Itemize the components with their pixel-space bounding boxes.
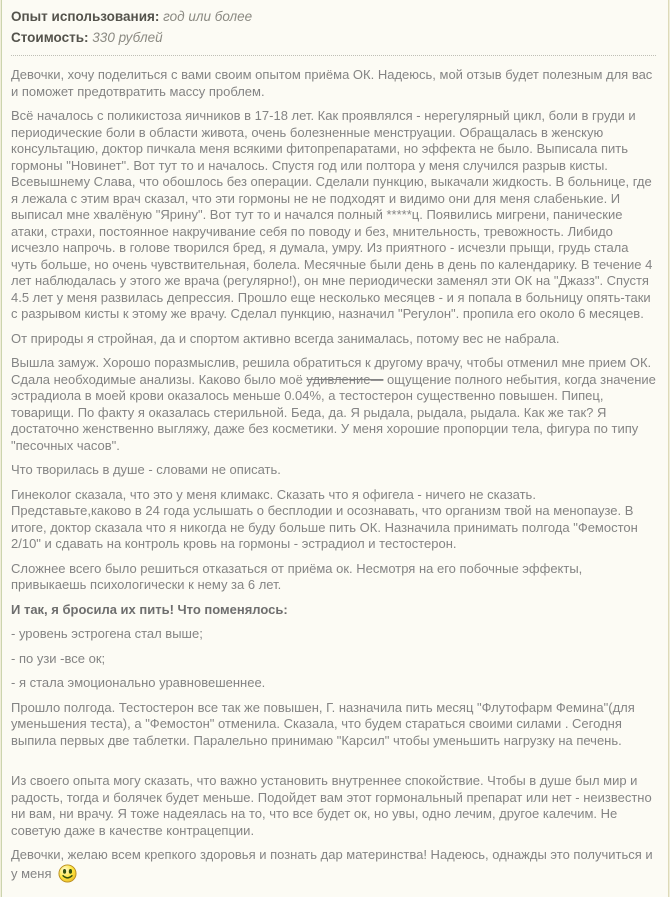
review-paragraph xyxy=(11,561,656,594)
review-paragraph xyxy=(11,602,656,619)
paragraph-text: Всё началось с поликистоза яичников в 17-18 лет. Как проявлялся - нерегулярный цикл, боли в груди и периодические боли в области живота, очень болезненные менструации. Обращалась в женскую консультацию, доктор пичкала меня всякими фитопрепаратами, но эффекта не было. Выписала пить гормоны "Новинет". Вот тут то и началось. Спустя год или полтора у меня случился разрыв кисты. Всевышнему Слава, что обошлось без операции. Сделали пункцию, выкачали жидкость. В больнице, где я лежала с этим врач сказал, что эти гормоны не не подходят и видимо они для меня слабенькие. И выписал мне хвалёную "Ярину". Вот тут то и начался полный *****ц. Появились мигрени, панические атаки, страхи, постоянное накручивание себя по поводу и без, мнительность, тревожность. Либидо исчезло напрочь. в голове творился бред, я думала, умру. Из приятного - исчезли прыщи, грудь стала чуть больше, но очень чувствительная, болела. Месячные были день в день по календарику. В течение 4 лет наблюдалась у этого же врача (регулярно!), он мне периодически заменял эти ОК на "Джазз". Спустя 4.5 лет у меня развилась депрессия. Прошло еще несколько месяцев - и я попала в больницу опять-таки с разрывом кисты к этому же врачу. Сделал пункцию, назначил "Регулон". пропила его около 6 месяцев. xyxy=(11,108,653,321)
review-paragraph xyxy=(11,675,656,692)
review-paragraph xyxy=(11,331,656,348)
review-paragraph xyxy=(11,487,656,553)
paragraph-text: ощущение полного небытия, когда значение эстрадиола в моей крови оказалось меньше 0.04%, а тестостерон существенно повышен. Пипец, товарищи. По факту я оказалась стерильной. Беда, да. Я рыдала, рыдала, рыдала. Как же так? Я достаточно женственно выгляжу, даже без косметики. У меня хорошие пропорции тела, фигура по типу "песочных часов". xyxy=(11,371,656,453)
cost-value: 330 рублей xyxy=(92,30,163,45)
review-paragraph xyxy=(11,355,656,454)
paragraph-text: Что творилась в душе - словами не описать. xyxy=(11,462,281,477)
experience-value: год или более xyxy=(163,9,253,24)
review-paragraph xyxy=(11,67,656,100)
review-paragraph xyxy=(11,847,656,883)
cost-row xyxy=(11,29,656,46)
strikethrough-text: удивление— xyxy=(306,371,384,387)
dotted-divider xyxy=(11,55,656,56)
paragraph-text: И так, я бросила их пить! Что поменялось: xyxy=(11,601,288,617)
paragraph-text: Сложнее всего было решиться отказаться от приёма ок. Несмотря на его побочные эффекты, привыкаешь психологически к нему за 6 лет. xyxy=(11,560,583,592)
review-paragraph xyxy=(11,108,656,323)
paragraph-text: Гинеколог сказала, что это у меня климакс. Сказать что я офигела - ничего не сказать. Представьте,каково в 24 года услышать о бесплодии и осознавать, что организм твой на менопаузе. В итоге, доктор сказала что я никогда не буду больше пить ОК. Назначила принимать полгода "Фемостон 2/10" и сдавать на контроль кровь на гормоны - эстрадиол и тестостерон. xyxy=(11,486,638,551)
paragraph-text: - по узи -все ок; xyxy=(11,650,106,666)
paragraph-text: Девочки, хочу поделиться с вами своим опытом приёма ОК. Надеюсь, мой отзыв будет полезным для вас и поможет предотвратить массу проблем. xyxy=(11,67,653,99)
review-body xyxy=(11,67,656,883)
review-paragraph xyxy=(11,462,656,479)
review-paragraph xyxy=(11,700,656,750)
cost-label: Стоимость: xyxy=(11,30,89,45)
review-panel xyxy=(1,0,669,897)
paragraph-text: - я стала эмоционально уравновешеннее. xyxy=(11,675,266,690)
review-paragraph xyxy=(11,651,656,668)
review-paragraph xyxy=(11,773,656,839)
paragraph-text: Вышла замуж. Хорошо поразмыслив, решила обратиться к другому врачу, чтобы отменил мне прием ОК. Сдала необходимые анализы. Каково было моё xyxy=(11,355,652,387)
experience-row xyxy=(11,8,656,25)
experience-label: Опыт использования: xyxy=(11,9,160,24)
review-paragraph xyxy=(11,626,656,643)
smiley-icon xyxy=(58,864,77,883)
review-meta xyxy=(11,8,656,46)
paragraph-text: - уровень эстрогена стал выше; xyxy=(11,626,203,641)
paragraph-text: Прошло полгода. Тестостерон все так же повышен, Г. назначила пить месяц "Флутофарм Фемина"(для уменьшения теста), а "Фемостон" отменила. Сказала, что будем стараться своими силами . Сегодня выпила первых две таблетки. Паралельно принимаю "Карсил" чтобы уменьшить нагрузку на печень. xyxy=(11,699,635,748)
paragraph-text: Из своего опыта могу сказать, что важно установить внутреннее спокойствие. Чтобы в душе был мир и радость, тогда и болячек будет меньше. Подойдет вам этот гормональный препарат или нет - неизвестно ни вам, ни врачу. Я тоже надеялась на то, что все будет ок, но увы, одно лечим, другое калечим. Не советую даже в качестве контрацепции. xyxy=(11,773,652,838)
paragraph-text: От природы я стройная, да и спортом активно всегда занималась, потому вес не набрала. xyxy=(11,330,560,346)
paragraph-text: Девочки, желаю всем крепкого здоровья и познать дар материнства! Надеюсь, однажды это получиться и у меня xyxy=(11,847,653,881)
